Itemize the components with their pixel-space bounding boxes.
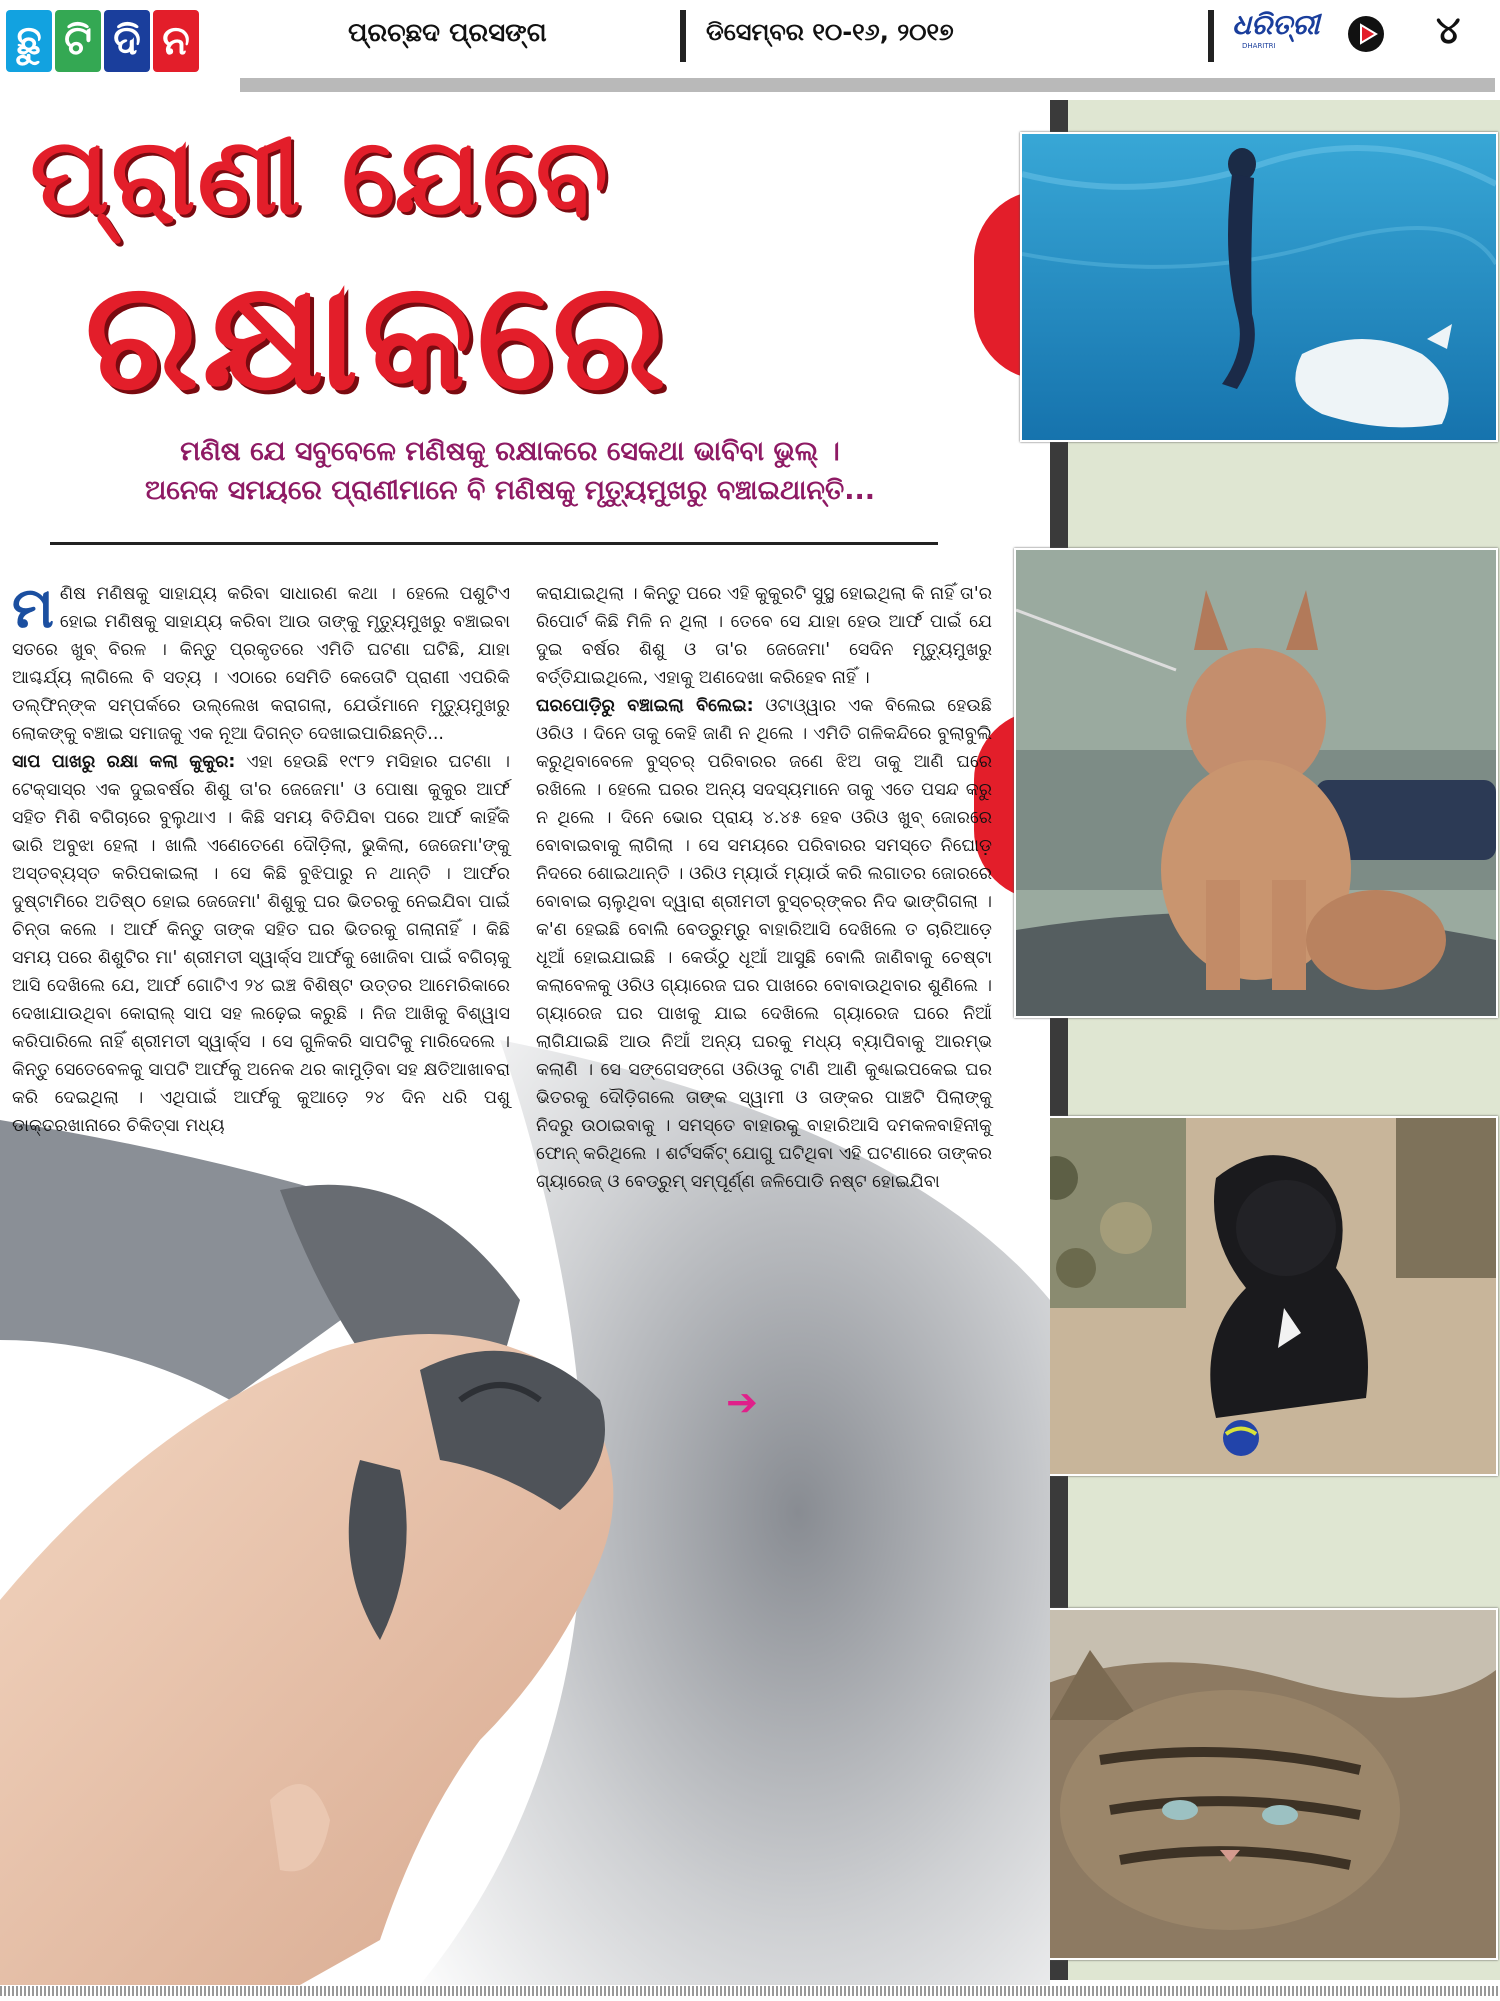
intro-paragraph — [12, 576, 510, 748]
continue-arrow-icon: ➔ — [726, 1380, 758, 1424]
title-rule — [50, 542, 938, 545]
brand-sub: DHARITRI — [1242, 42, 1276, 50]
brand-logo — [1232, 8, 1322, 58]
tabby-cat-photo — [1028, 1608, 1498, 1960]
section-2-title: ଘରପୋଡ଼ିରୁ ବଞ୍ଚାଇଲା ବିଲେଇ: — [536, 696, 754, 716]
subheading-line-2: ଅନେକ ସମୟରେ ପ୍ରାଣୀମାନେ ବି ମଣିଷକୁ ମୃତ୍ୟୁମୁଖରୁ ବଞ୍ଚାଇଥାନ୍ତି... — [144, 475, 876, 506]
section-1-text: ଏହା ହେଉଛି ୧୯୮୨ ମସିହାର ଘଟଣା । ଟେକ୍ସାସ୍‌ର ଏକ ଦୁଇବର୍ଷର ଶିଶୁ ତା'ର ଜେଜେମା' ଓ ପୋଷା କୁକୁର ଆର୍ଫ ସହିତ ମିଶି ବଗିଚାରେ ବୁଲୁଥାଏ । କିଛି ସମୟ ବିତିଯିବା ପରେ ଆର୍ଫ କାହିଁକି ଭାରି ଅବୁଝା ହେଲା । ଖାଲି ଏଣେତେଣେ ଦୌଡ଼ିଲା, ଭୁକିଲା, ଜେଜେମା'ଙ୍କୁ ଅସ୍ତବ୍ୟସ୍ତ କରିପକାଇଲା । ସେ କିଛି ବୁଝିପାରୁ ନ ଥାନ୍ତି । ଆର୍ଫର ଦୁଷ୍ଟାମିରେ ଅତିଷ୍ଠ ହୋଇ ଜେଜେମା' ଶିଶୁକୁ ଘର ଭିତରକୁ ନେଇଯିବା ପାଇଁ ଚିନ୍ତା କଲେ । ଆର୍ଫ କିନ୍ତୁ ତାଙ୍କ ସହିତ ଘର ଭିତରକୁ ଗଲାନାହିଁ । କିଛି ସମୟ ପରେ ଶିଶୁଟିର ମା' ଶ୍ରୀମତୀ ସ୍ୱାର୍କ୍ସ ଆର୍ଫକୁ ଖୋଜିବା ପାଇଁ ବଗିଚାକୁ ଆସି ଦେଖିଲେ ଯେ, ଆର୍ଫ ଗୋଟିଏ ୨୪ ଇଞ୍ଚ ବିଶିଷ୍ଟ ଉତ୍ତର ଆମେରିକାରେ ଦେଖାଯାଉଥିବା କୋରାଲ୍ ସାପ ସହ ଲଢ଼େଇ କରୁଛି । ନିଜ ଆଖିକୁ ବିଶ୍ୱାସ କରିପାରିଲେ ନାହିଁ ଶ୍ରୀମତୀ ସ୍ୱାର୍କ୍ସ । ସେ ଗୁଳିକରି ସାପଟିକୁ ମାରିଦେଲେ । କିନ୍ତୁ ସେତେବେଳକୁ ସାପଟି ଆର୍ଫକୁ ଅନେକ ଥର କାମୁଡ଼ିବା ସହ କ୍ଷତିଆଖାବରା କରି ଦେଇଥିଲା । ଏଥିପାଇଁ ଆର୍ଫକୁ କୁଆଡ଼େ ୨୪ ଦିନ ଧରି ପଶୁ ଡାକ୍ତରଖାନାରେ ଚିକିତ୍ସା ମଧ୍ୟ — [12, 752, 510, 1136]
article-column-1 — [12, 576, 510, 1140]
section-1-title: ସାପ ପାଖରୁ ରକ୍ଷା କଲା କୁକୁର: — [12, 752, 236, 772]
section-1-paragraph — [12, 748, 510, 1140]
section-label: ପ୍ରଚ୍ଛଦ ପ୍ରସଙ୍ଗ — [348, 18, 547, 48]
subheading-line-1: ମଣିଷ ଯେ ସବୁବେଳେ ମଣିଷକୁ ରକ୍ଷାକରେ ସେକଥା ଭାବିବା ଭୁଲ୍ । — [180, 436, 840, 467]
logo-tile-4: ନ — [153, 10, 199, 72]
logo-tile-2: ଟି — [55, 10, 101, 72]
dolphin-diver-photo — [1020, 132, 1498, 442]
headline-line-1: ପ୍ରାଣୀ ଯେବେ — [30, 115, 610, 238]
pitbull-photo — [1014, 548, 1498, 1018]
headline-line-2: ରକ୍ଷାକରେ — [85, 250, 670, 424]
section-2-paragraph — [536, 692, 992, 1196]
play-icon — [1348, 16, 1384, 52]
logo-tile-1: ଛୁ — [6, 10, 52, 72]
dropcap: ମ — [12, 576, 54, 641]
page-number: ୪ — [1436, 8, 1461, 52]
column-2-continuation: କରାଯାଇଥିଲା । କିନ୍ତୁ ପରେ ଏହି କୁକୁରଟି ସୁସ୍ଥ ହୋଇଥିଲା କି ନାହିଁ ତା'ର ରିପୋର୍ଟ କିଛି ମିଳି ନ ଥିଲା । ତେବେ ସେ ଯାହା ହେଉ ଆର୍ଫ ପାଇଁ ଯେ ଦୁଇ ବର୍ଷର ଶିଶୁ ଓ ତା'ର ଜେଜେମା' ସେଦିନ ମୃତ୍ୟୁମୁଖରୁ ବର୍ତ୍ତିଯାଇଥିଲେ, ଏହାକୁ ଅଣଦେଖା କରିହେବ ନାହିଁ । — [536, 584, 992, 688]
section-2-text: ଓଟାଓ୍ୱାର ଏକ ବିଲେଇ ହେଉଛି ଓରିଓ । ଦିନେ ତାକୁ କେହି ଜାଣି ନ ଥିଲେ । ଏମିତି ଗଳିକନ୍ଦିରେ ବୁଲାବୁଲି କରୁଥିବାବେଳେ ବୁସ୍‌ଚର୍ ପରିବାରର ଜଣେ ଝିଅ ତାକୁ ଆଣି ଘରେ ରଖିଲେ । ହେଲେ ଘରର ଅନ୍ୟ ସଦସ୍ୟମାନେ ତାକୁ ଏତେ ପସନ୍ଦ କରୁ ନ ଥିଲେ । ଦିନେ ଭୋର ପ୍ରାୟ ୪.୪୫ ହେବ ଓରିଓ ଖୁବ୍ ଜୋରରେ ବୋବାଇବାକୁ ଲାଗିଲା । ସେ ସମୟରେ ପରିବାରର ସମସ୍ତେ ନିଘୋଡ଼ ନିଦରେ ଶୋଇଥାନ୍ତି । ଓରିଓ ମ୍ୟାଉଁ ମ୍ୟାଉଁ କରି ଲଗାତର ଜୋରରେ ବୋବାଇ ଚାଲୁଥିବା ଦ୍ୱାରା ଶ୍ରୀମତୀ ବୁସ୍‌ଚର୍‌ଙ୍କର ନିଦ ଭାଙ୍ଗିଗଲା । କ'ଣ ହେଇଛି ବୋଲି ବେଡ୍‌ରୁମ୍‌ରୁ ବାହାରିଆସି ଦେଖିଲେ ତ ଚାରିଆଡ଼େ ଧୂଆଁ ହୋଇଯାଇଛି । କେଉଁଠୁ ଧୂଆଁ ଆସୁଛି ବୋଲି ଜାଣିବାକୁ ଚେଷ୍ଟା କଲାବେଳକୁ ଓରିଓ ଗ୍ୟାରେଜ ଘର ପାଖରେ ବୋବାଉଥିବାର ଶୁଣିଲେ । ଗ୍ୟାରେଜ ଘର ପାଖକୁ ଯାଇ ଦେଖିଲେ ଗ୍ୟାରେଜ ଘରେ ନିଆଁ ଲାଗିଯାଇଛି ଆଉ ନିଆଁ ଅନ୍ୟ ଘରକୁ ମଧ୍ୟ ବ୍ୟାପିବାକୁ ଆରମ୍ଭ କଲାଣି । ସେ ସଙ୍ଗେସଙ୍ଗେ ଓରିଓକୁ ଟାଣି ଆଣି କୁଣ୍ଢାଇପକେଇ ଘର ଭିତରକୁ ଦୌଡ଼ିଗଲେ ତାଙ୍କ ସ୍ୱାମୀ ଓ ତାଙ୍କର ପାଞ୍ଚଟି ପିଲାଙ୍କୁ ନିଦରୁ ଉଠାଇବାକୁ । ସମସ୍ତେ ବାହାରକୁ ବାହାରିଆସି ଦମକଳବାହିନୀକୁ ଫୋନ୍ କରିଥିଲେ । ଶର୍ଟସର୍କିଟ୍ ଯୋଗୁ ଘଟିଥିବା ଏହି ଘଟଣାରେ ତାଙ୍କର ଗ୍ୟାରେଜ୍ ଓ ବେଡ୍‌ରୁମ୍ ସମ୍ପୂର୍ଣ୍ଣ ଜଳିପୋଡି ନଷ୍ଟ ହୋଇଯିବା — [536, 696, 992, 1192]
header-divider-right — [1208, 10, 1214, 62]
brand-name: ଧରିତ୍ରୀ — [1232, 8, 1320, 41]
header-divider — [680, 10, 686, 62]
page-bottom-bar — [0, 1986, 1500, 1996]
logo-tile-3: ଦି — [104, 10, 150, 72]
intro-text: ଣିଷ ମଣିଷକୁ ସାହାଯ୍ୟ କରିବା ସାଧାରଣ କଥା । ହେଲେ ପଶୁଟିଏ ହୋଇ ମଣିଷକୁ ସାହାଯ୍ୟ କରିବା ଆଉ ତାଙ୍କୁ ମୃତ୍ୟୁମୁଖରୁ ବଞ୍ଚାଇବା ସତରେ ଖୁବ୍ ବିରଳ । କିନ୍ତୁ ପ୍ରକୃତରେ ଏମିତି ଘଟଣା ଘଟିଛି, ଯାହା ଆଶ୍ଚର୍ଯ୍ୟ ଲାଗିଲେ ବି ସତ୍ୟ । ଏଠାରେ ସେମିତି କେତୋଟି ପ୍ରାଣୀ ଏପରିକି ଡଲ୍‌ଫିନ୍‌ଙ୍କ ସମ୍ପର୍କରେ ଉଲ୍ଲେଖ କରାଗଲା, ଯେଉଁମାନେ ମୃତ୍ୟୁମୁଖରୁ ଲୋକଙ୍କୁ ବଞ୍ଚାଇ ସମାଜକୁ ଏକ ନୂଆ ଦିଗନ୍ତ ଦେଖାଇପାରିଛନ୍ତି... — [12, 584, 510, 744]
black-dog-photo — [1014, 1116, 1498, 1476]
issue-date: ଡିସେମ୍ବର ୧୦-୧୬, ୨୦୧୭ — [706, 18, 954, 46]
header-rule — [240, 78, 1495, 92]
article-column-2 — [536, 580, 992, 1196]
